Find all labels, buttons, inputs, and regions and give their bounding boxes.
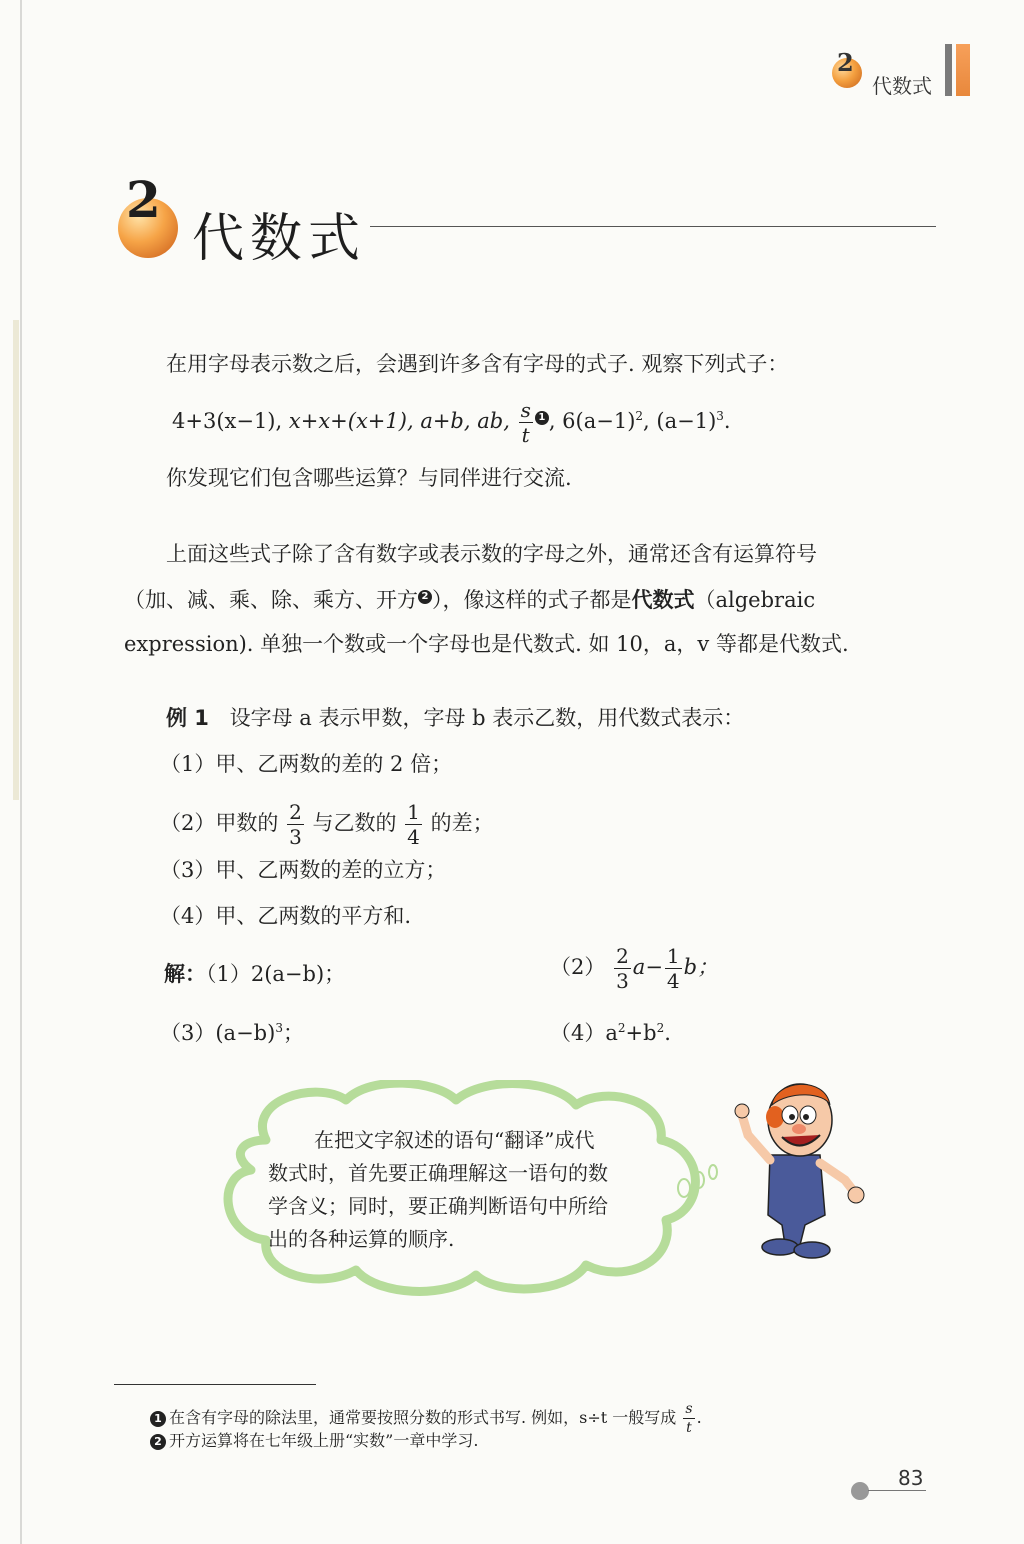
- solution-s2-mid: a−: [632, 955, 663, 979]
- definition-line-2: [124, 586, 815, 614]
- expr-fraction-den: t: [521, 423, 530, 447]
- expr-5: , 6(a−1): [548, 409, 636, 433]
- example-q2c: 的差；: [430, 811, 494, 835]
- definition-line-2c: （algebraic: [694, 588, 816, 612]
- solution-label: 解：: [164, 962, 206, 986]
- definition-term: 代数式: [631, 588, 695, 612]
- expr-fraction: [519, 400, 533, 445]
- footnote-1-text: 在含有字母的除法里，通常要按照分数的形式书写. 例如，s÷t 一般写成: [169, 1408, 677, 1427]
- example-prompt: 设字母 a 表示甲数，字母 b 表示乙数，用代数式表示：: [229, 706, 745, 730]
- footnote-2-text: 开方运算将在七年级上册“实数”一章中学习.: [169, 1431, 479, 1450]
- footnote-1-marker: 1: [150, 1411, 166, 1427]
- solution-3: [160, 1014, 304, 1047]
- page-number: 83: [898, 1466, 924, 1490]
- s2-fraction-1-den: 3: [616, 969, 629, 993]
- solution-4: [550, 1014, 671, 1047]
- expr-fraction-num: s: [520, 398, 531, 422]
- definition-line-1: 上面这些式子除了含有数字或表示数的字母之外，通常还含有运算符号: [166, 542, 817, 566]
- footnote-marker-1: 1: [535, 411, 549, 425]
- expr-2: x+x+(x+1),: [288, 409, 414, 433]
- footnote-2: [150, 1430, 478, 1452]
- s2-fraction-1-num: 2: [616, 944, 629, 968]
- page-number-dot-icon: [851, 1482, 869, 1500]
- footnote-2-marker: 2: [150, 1434, 166, 1450]
- example-q1: （1）甲、乙两数的差的 2 倍；: [160, 752, 453, 776]
- solution-s4-exp2: 2: [656, 1021, 665, 1035]
- footnote-1-fraction: [683, 1402, 694, 1435]
- page-edge-shadow: [13, 320, 19, 800]
- expr-6-exp: 3: [716, 409, 724, 423]
- expr-3: a+b,: [420, 409, 471, 433]
- footnote-1-num: s: [685, 1401, 693, 1417]
- solution-s4b: +b: [625, 1021, 657, 1045]
- expression-list: [172, 400, 731, 445]
- cloud-line-4: 出的各种运算的顺序.: [268, 1227, 455, 1251]
- example-label: 例 1: [166, 706, 209, 730]
- s2-fraction-2-num: 1: [666, 944, 680, 968]
- example-q2: [160, 802, 494, 847]
- solution-2: [550, 946, 718, 991]
- cloud-line-3: 学含义；同时，要正确判断语句中所给: [268, 1194, 608, 1218]
- cloud-line-1: 在把文字叙述的语句“翻译”成代: [314, 1128, 595, 1152]
- definition-line-3: expression). 单独一个数或一个字母也是代数式. 如 10，a，v 等都是代数式.: [124, 632, 849, 656]
- solution-s2-end: b；: [683, 955, 719, 979]
- intro-line-3: 你发现它们包含哪些运算？与同伴进行交流.: [166, 466, 572, 490]
- footnote-1-end: .: [696, 1408, 702, 1427]
- example-q2b: 与乙数的: [312, 811, 397, 835]
- header-bar-gray: [945, 44, 952, 96]
- intro-line-1: 在用字母表示数之后，会遇到许多含有字母的式子. 观察下列式子：: [166, 352, 789, 376]
- solution-s3-exp: 3: [275, 1021, 283, 1035]
- q2-fraction-2: [405, 802, 422, 847]
- solution-1: [164, 960, 345, 988]
- expr-4: ab,: [477, 409, 510, 433]
- solution-s2-prefix: （2）: [550, 955, 606, 979]
- definition-line-2b: ），像这样的式子都是: [432, 588, 632, 612]
- expr-6: , (a−1): [643, 409, 717, 433]
- header-chapter-number: 2: [837, 48, 854, 77]
- s2-fraction-1: [614, 946, 631, 991]
- page-number-rule: [868, 1490, 926, 1491]
- page-spine: [20, 0, 22, 1544]
- cartoon-mascot-icon: [730, 1075, 865, 1260]
- footnote-rule: [114, 1384, 316, 1385]
- q2-fraction-1: [287, 802, 304, 847]
- q2-fraction-1-num: 2: [289, 800, 302, 824]
- header-chapter-title: 代数式: [872, 74, 932, 98]
- expr-end: .: [723, 409, 731, 433]
- solution-s4a: （4）a: [550, 1021, 618, 1045]
- cloud-line-2: 数式时，首先要正确理解这一语句的数: [268, 1161, 608, 1185]
- example-q3: （3）甲、乙两数的差的立方；: [160, 858, 447, 882]
- header-bar-orange: [956, 44, 970, 96]
- q2-fraction-2-den: 4: [407, 825, 420, 849]
- example-q2a: （2）甲数的: [160, 811, 279, 835]
- chapter-title: 代数式: [192, 209, 367, 269]
- expr-5-exp: 2: [635, 409, 644, 423]
- expr-1: 4+3(x−1),: [172, 409, 283, 433]
- s2-fraction-2-den: 4: [666, 969, 680, 993]
- solution-s3-end: ；: [282, 1021, 304, 1045]
- s2-fraction-2: [665, 946, 682, 991]
- chapter-number: 2: [126, 170, 161, 229]
- solution-s1: （1）2(a−b)；: [206, 962, 346, 986]
- q2-fraction-2-num: 1: [407, 800, 420, 824]
- solution-s3: （3）(a−b): [160, 1021, 276, 1045]
- solution-s4-exp1: 2: [617, 1021, 626, 1035]
- footnote-marker-2: 2: [418, 590, 432, 604]
- example-q4: （4）甲、乙两数的平方和.: [160, 904, 412, 928]
- q2-fraction-1-den: 3: [289, 825, 302, 849]
- definition-line-2a: （加、减、乘、除、乘方、开方: [124, 588, 418, 612]
- example-header: [166, 704, 744, 732]
- solution-s4-end: .: [664, 1021, 671, 1045]
- chapter-title-rule: [370, 226, 936, 227]
- footnote-1-den: t: [686, 1420, 692, 1436]
